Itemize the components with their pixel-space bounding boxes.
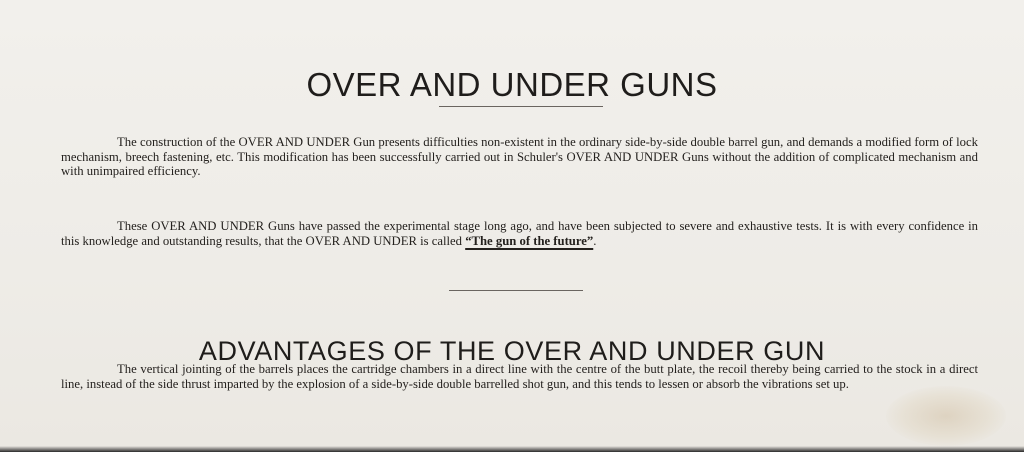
testing-paragraph bbox=[61, 219, 978, 248]
page-title: OVER AND UNDER GUNS bbox=[306, 66, 718, 104]
advantages-paragraph: The vertical jointing of the barrels places the cartridge chambers in a direct line with the centre of the butt plate, the recoil thereby being carried to the stock in a direct line, instead of the side thrust imparted by the explosion of a side-by-side double barrelled shot gun, and this tends to lessen or absorb the vibrations set up. bbox=[61, 362, 978, 391]
testing-paragraph-text: These OVER AND UNDER Guns have passed the experimental stage long ago, and have been subjected to severe and exhaustive tests. It is with every confidence in this knowledge and outstanding results, that the OVER AND UNDER is called bbox=[61, 219, 978, 248]
title-divider bbox=[439, 106, 603, 107]
intro-paragraph: The construction of the OVER AND UNDER Gun presents difficulties non-existent in the ordinary side-by-side double barrel gun, and demands a modified form of lock mechanism, breech fastening, etc. This modification has been successfully carried out in Schuler's OVER AND UNDER Guns without the addition of complicated mechanism and with unimpaired efficiency. bbox=[61, 135, 978, 178]
paper-stain bbox=[886, 386, 1006, 446]
testing-paragraph-end: . bbox=[593, 233, 597, 248]
page-bottom-edge bbox=[0, 446, 1024, 452]
section-title: ADVANTAGES OF THE OVER AND UNDER GUN bbox=[198, 336, 826, 367]
gun-of-the-future-emphasis: “The gun of the future” bbox=[465, 233, 594, 248]
section-divider bbox=[449, 290, 583, 291]
